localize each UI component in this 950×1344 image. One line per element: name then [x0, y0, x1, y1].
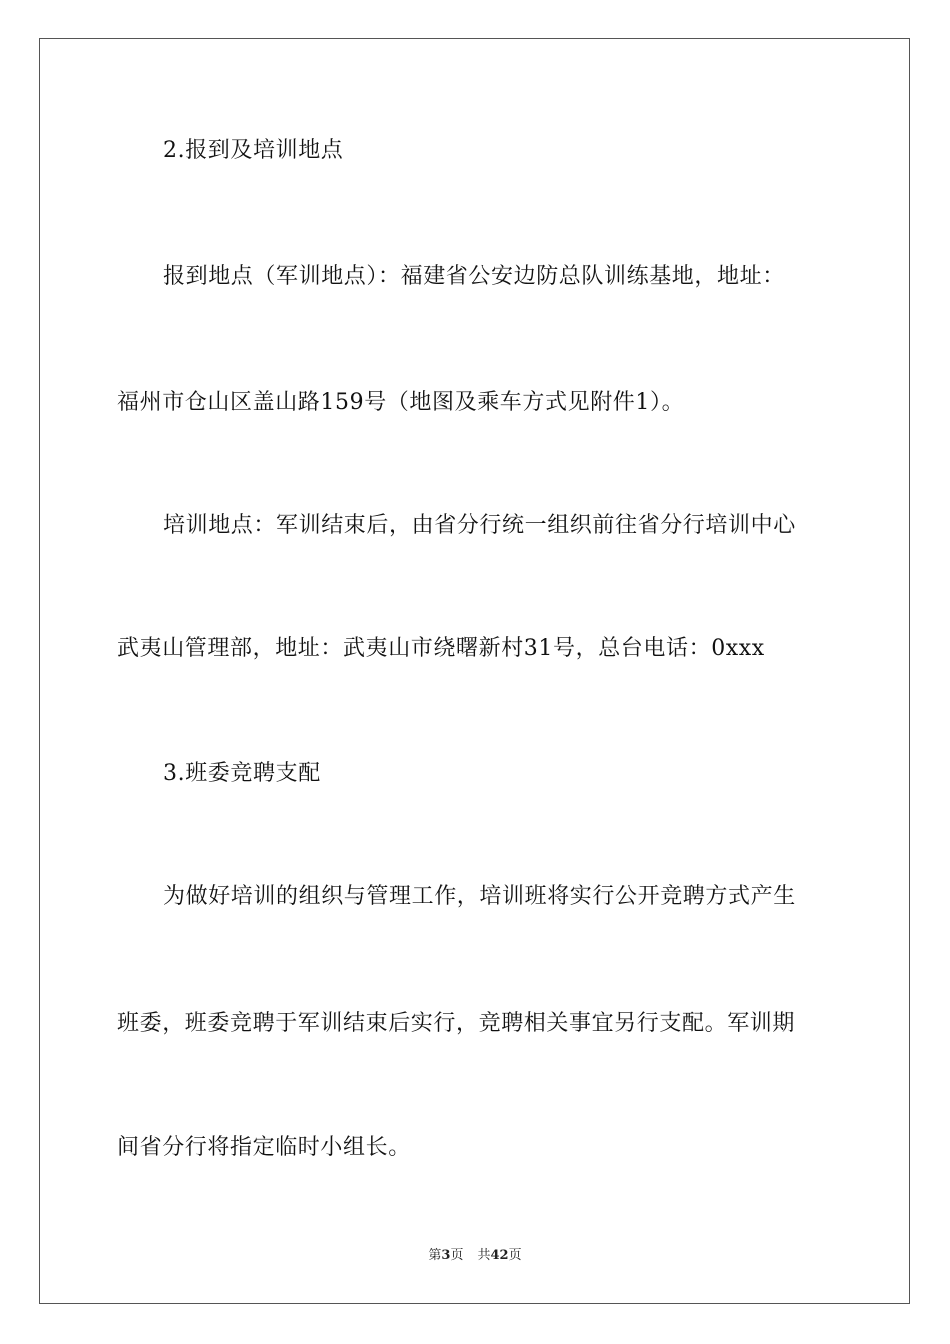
total-suffix: 页 — [508, 1248, 522, 1263]
section-heading-2: 2.报到及培训地点 — [163, 138, 344, 163]
page-current: 3 — [441, 1248, 451, 1263]
paragraph-line: 间省分行将指定临时小组长。 — [117, 1135, 411, 1160]
paragraph-line: 武夷山管理部，地址：武夷山市绕曙新村31号，总台电话：0xxx — [117, 636, 765, 661]
paragraph-line: 班委，班委竞聘于军训结束后实行，竞聘相关事宜另行支配。军训期 — [117, 1011, 796, 1036]
section-heading-3: 3.班委竞聘支配 — [163, 761, 321, 786]
paragraph-line: 福州市仓山区盖山路159号（地图及乘车方式见附件1）。 — [117, 390, 685, 415]
page-prefix: 第 — [428, 1248, 442, 1263]
page-suffix: 页 — [450, 1248, 464, 1263]
paragraph-line: 为做好培训的组织与管理工作，培训班将实行公开竞聘方式产生 — [163, 884, 796, 909]
page-footer — [0, 1247, 950, 1265]
page-total: 42 — [490, 1248, 509, 1263]
page-border — [39, 38, 910, 1304]
total-prefix: 共 — [477, 1248, 491, 1263]
paragraph-line: 培训地点：军训结束后，由省分行统一组织前往省分行培训中心 — [163, 513, 796, 538]
paragraph-line: 报到地点（军训地点）：福建省公安边防总队训练基地，地址： — [163, 264, 785, 289]
